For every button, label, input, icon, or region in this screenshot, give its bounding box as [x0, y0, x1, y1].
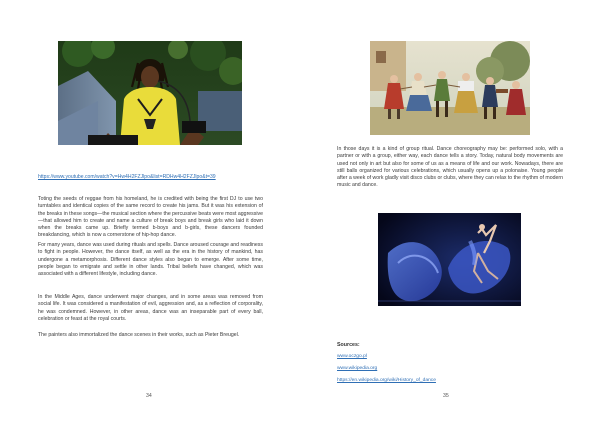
source-link-oczgo[interactable]: www.oczgo.pl	[337, 354, 367, 359]
right-paragraph: In those days it is a kind of group ritual. Dance choreography may be: performed solo, with a partner or with a group, either way, each dance tells a story. Today, natural body movements are used not only in art but also for some of us as a means of life and our work. Nowadays, there are still balls organized for various celebrations, which usually opens up a polonaise. Young people after a week of work gladly visit disco clubs or clubs, where they can relax to the rhythm of modern music and dance.	[337, 146, 563, 189]
source-link-wikipedia[interactable]: www.wikipedia.org	[337, 366, 378, 371]
sources-heading: Sources:	[337, 342, 360, 348]
right-page	[300, 0, 600, 424]
source-link-history-of-dance[interactable]: https://en.wikipedia.org/wiki/History_of_dance	[337, 378, 436, 383]
dance-painting	[370, 41, 530, 135]
video-link[interactable]: https://www.youtube.com/watch?v=Hw4H2FZJlpo&list=RDHw4H2FZJlpo&t=39	[38, 174, 216, 180]
dance-stage-photo	[378, 213, 521, 306]
page-number-left: 34	[146, 393, 152, 399]
dj-photo	[58, 41, 242, 145]
paragraph-3: In the Middle Ages, dance underwent major changes, and in some areas was removed from social life. It was considered a manifestation of evil, aggression and, as a reflection of corporality, he was condemned. However, in other areas, dance was an inseparable part of every ball, celebration or feast at the royal courts.	[38, 294, 263, 322]
page-number-right: 35	[443, 393, 449, 399]
paragraph-4: The painters also immortalized the dance scenes in their works, such as Pieter Breugel.	[38, 332, 240, 338]
paragraph-1: Toting the seeds of reggae from his homeland, he is credited with being the first DJ to use two turntables and identical copies of the same record to create his jams. But it was his extension of the breaks in these songs—the musical section where the percussive beats were most aggressive—that allowed him to create and name a culture of break boys and break girls who laid it down when the breaks came up. Briefly termed b-boys and b-girls, these dancers founded breakdancing, which is now a cornerstone of hip-hop dance.	[38, 196, 263, 239]
paragraph-2: For many years, dance was used during rituals and spells. Dance aroused courage and readiness to fight in people. However, the dance itself, as well as the era in the history of mankind, has undergone a metamorphosis. Different dance styles also began to emerge. After some time, people began to emigrate and settle in other lands. Tribal beliefs have changed, which was associated with a different lifestyle, including dance.	[38, 242, 263, 278]
